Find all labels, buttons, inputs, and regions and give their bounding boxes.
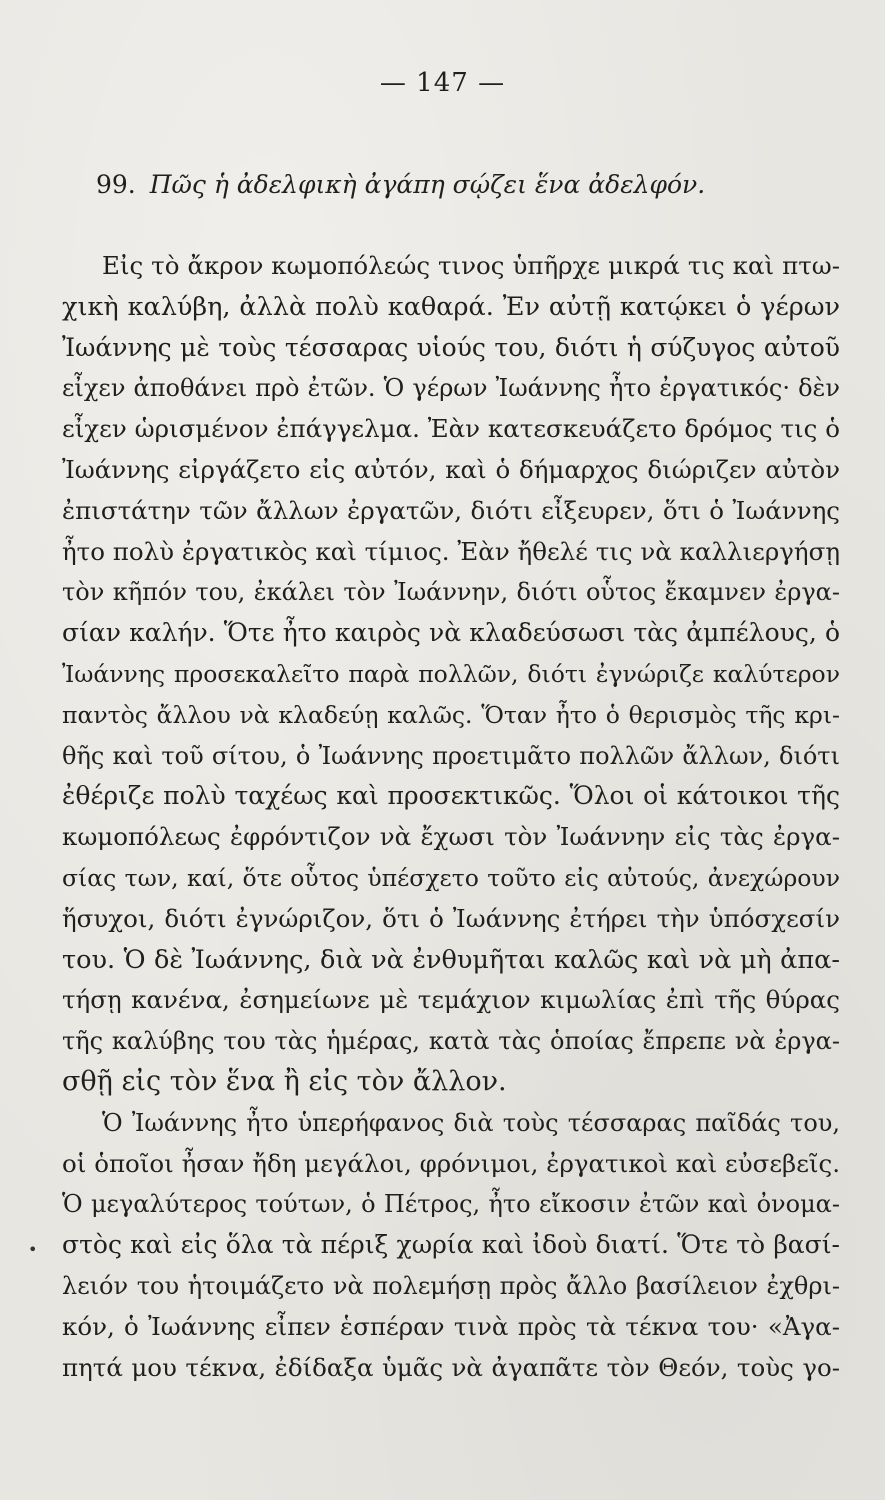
- text-line: θῆς καὶ τοῦ σίτου, ὁ Ἰωάννης προετιμᾶτο πολλῶν ἄλλων, διότι: [62, 741, 840, 770]
- text-line: ἥσυχοι, διότι ἐγνώριζον, ὅτι ὁ Ἰωάννης ἐτήρει τὴν ὑπόσχεσίν: [62, 903, 840, 933]
- text-line: Εἰς τὸ ἄκρον κωμοπόλεώς τινος ὑπῆρχε μικρά τις καὶ πτω-: [102, 251, 840, 280]
- text-line: τῆς καλύβης του τὰς ἡμέρας, κατὰ τὰς ὁποίας ἔπρεπε νὰ ἐργα-: [62, 1027, 840, 1056]
- text-line: κόν, ὁ Ἰωάννης εἶπεν ἑσπέραν τινὰ πρὸς τὰ τέκνα του· «Ἀγα-: [62, 1311, 840, 1341]
- text-line: Ἰωάννης προσεκαλεῖτο παρὰ πολλῶν, διότι ἐγνώριζε καλύτερον: [62, 659, 840, 688]
- text-line: οἱ ὁποῖοι ἦσαν ἤδη μεγάλοι, φρόνιμοι, ἐργατικοὶ καὶ εὐσεβεῖς.: [62, 1148, 840, 1178]
- text-line: τήσῃ κανένα, ἐσημείωνε μὲ τεμάχιον κιμωλίας ἐπὶ τῆς θύρας: [62, 985, 840, 1015]
- body-text: [62, 246, 840, 1388]
- text-line: Ὁ Ἰωάννης ἦτο ὑπερήφανος διὰ τοὺς τέσσαρας παῖδάς του,: [102, 1108, 840, 1137]
- text-line: κωμοπόλεως ἐφρόντιζον νὰ ἔχωσι τὸν Ἰωάννην εἰς τὰς ἐργα-: [62, 822, 840, 852]
- section-heading: [96, 170, 836, 199]
- text-line: σίαν καλήν. Ὅτε ἦτο καιρὸς νὰ κλαδεύσωσι τὰς ἀμπέλους, ὁ: [62, 618, 840, 648]
- text-line: λειόν του ἡτοιμάζετο νὰ πολεμήσῃ πρὸς ἄλλο βασίλειον ἐχθρι-: [62, 1271, 840, 1300]
- page-number: — 147 —: [379, 68, 506, 98]
- text-line: χικὴ καλύβη, ἀλλὰ πολὺ καθαρά. Ἐν αὐτῇ κατῴκει ὁ γέρων: [62, 291, 840, 322]
- text-line: σθῇ εἰς τὸν ἕνα ἢ εἰς τὸν ἄλλον.: [62, 1065, 507, 1097]
- text-line: εἶχεν ὡρισμένον ἐπάγγελμα. Ἐὰν κατεσκευάζετο δρόμος τις ὁ: [62, 414, 840, 444]
- text-line: παντὸς ἄλλου νὰ κλαδεύῃ καλῶς. Ὅταν ἦτο ὁ θερισμὸς τῆς κρι-: [62, 700, 840, 729]
- text-line: Ὁ μεγαλύτερος τούτων, ὁ Πέτρος, ἦτο εἴκοσιν ἐτῶν καὶ ὀνομα-: [62, 1190, 840, 1219]
- text-line: Ἰωάννης μὲ τοὺς τέσσαρας υἱούς του, διότι ἡ σύζυγος αὐτοῦ: [62, 332, 840, 362]
- text-line: τὸν κῆπόν του, ἐκάλει τὸν Ἰωάννην, διότι οὗτος ἔκαμνεν ἐργα-: [62, 578, 840, 607]
- text-line: εἶχεν ἀποθάνει πρὸ ἐτῶν. Ὁ γέρων Ἰωάννης ἦτο ἐργατικός· δὲν: [62, 374, 840, 403]
- text-line: ἐθέριζε πολὺ ταχέως καὶ προσεκτικῶς. Ὅλοι οἱ κάτοικοι τῆς: [62, 781, 840, 811]
- text-line: στὸς καὶ εἰς ὅλα τὰ πέριξ χωρία καὶ ἰδοὺ διατί. Ὅτε τὸ βασί-: [62, 1230, 840, 1260]
- text-line: ἐπιστάτην τῶν ἄλλων ἐργατῶν, διότι εἶξευρεν, ὅτι ὁ Ἰωάννης: [62, 495, 840, 525]
- text-line: πητά μου τέκνα, ἐδίδαξα ὑμᾶς νὰ ἀγαπᾶτε τὸν Θεόν, τοὺς γο-: [62, 1352, 840, 1382]
- text-line: Ἰωάννης εἰργάζετο εἰς αὐτόν, καὶ ὁ δήμαρχος διώριζεν αὐτὸν: [62, 454, 840, 484]
- margin-mark: •: [28, 1240, 38, 1259]
- section-title: Πῶς ἡ ἀδελφικὴ ἀγάπη σῴζει ἕνα ἀδελφόν.: [149, 170, 706, 199]
- section-number: 99.: [96, 170, 136, 199]
- text-line: σίας των, καί, ὅτε οὗτος ὑπέσχετο τοῦτο εἰς αὐτούς, ἀνεχώρουν: [62, 863, 840, 892]
- text-line: του. Ὁ δὲ Ἰωάννης, διὰ νὰ ἐνθυμῆται καλῶς καὶ νὰ μὴ ἀπα-: [62, 944, 840, 975]
- text-line: ἦτο πολὺ ἐργατικὸς καὶ τίμιος. Ἐὰν ἤθελέ τις νὰ καλλιεργήσῃ: [62, 536, 840, 566]
